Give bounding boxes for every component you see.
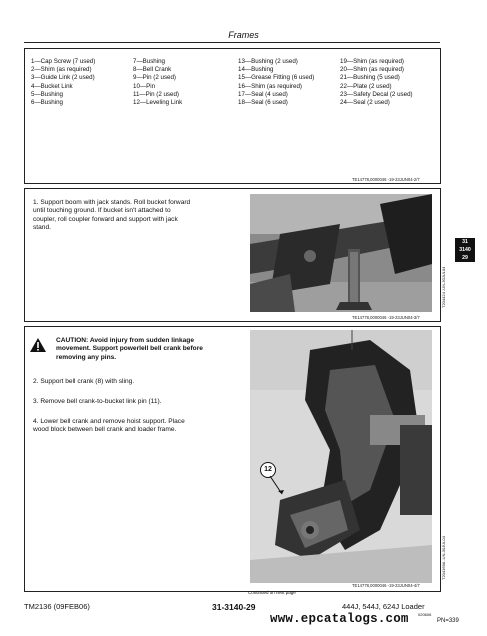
part-item: 24—Seal (2 used): [340, 99, 390, 107]
step-line: wood block between bell crank and loader frame.: [33, 426, 177, 434]
parts-box-bottom: [24, 183, 441, 184]
caution-line: movement. Support powerlell bell crank before: [56, 345, 203, 353]
step1-box-bottom: [24, 321, 441, 322]
part-item: 18—Seal (6 used): [238, 99, 288, 107]
part-item: 14—Bushing: [238, 66, 274, 74]
part-item: 21—Bushing (5 used): [340, 74, 400, 82]
part-item: 13—Bushing (2 used): [238, 58, 298, 65]
part-item: 2—Shim (as required): [31, 66, 92, 74]
parts-col-3: [238, 58, 314, 107]
footer-manual-id: TM2136 (09FEB06): [24, 602, 90, 611]
step1-line: coupler, roll coupler forward and support with jack: [33, 215, 178, 223]
step2-box-top: [24, 326, 441, 327]
step2-text: [33, 378, 134, 386]
callout-12: 12: [260, 462, 276, 478]
callout-leader: [268, 476, 288, 498]
jack-stand-photo: [250, 194, 432, 312]
footer-model: 444J, 544J, 624J Loader: [342, 602, 425, 611]
step-line: 4. Lower bell crank and remove hoist support. Place: [33, 418, 185, 425]
step-line: 2. Support bell crank (8) with sling.: [33, 378, 135, 385]
part-item: 17—Seal (4 used): [238, 90, 288, 98]
caution-line: removing any pins.: [56, 353, 117, 361]
continued-note: Continued on next page: [248, 590, 296, 595]
step1-box-left: [24, 188, 25, 322]
step2-image-ref: T204169A -UN-30JUL04: [441, 536, 446, 580]
step1-box-top: [24, 188, 441, 189]
parts-ref-code: TE14778,0000046 -19-23JUN04-2/7: [352, 177, 420, 182]
part-item: 20—Shim (as required): [340, 66, 404, 74]
step4-text: [33, 418, 185, 435]
part-item: 15—Grease Fitting (6 used): [238, 74, 315, 82]
step2-photo: [250, 330, 432, 583]
watermark: www.epcatalogs.com: [270, 612, 409, 626]
step1-ref-code: TE14778,0000046 -19-23JUN04-3/7: [352, 315, 420, 320]
step1-line: 1. Support boom with jack stands. Roll bucket forward: [33, 199, 191, 206]
part-item: 8—Bell Crank: [133, 66, 172, 74]
caution-text: [56, 337, 203, 362]
title-rule: [24, 42, 440, 43]
part-item: 11—Pin (2 used): [133, 90, 179, 98]
step-line: 3. Remove bell crank-to-bucket link pin (11).: [33, 398, 162, 405]
step1-photo: [250, 194, 432, 312]
tab-line: 3140: [459, 247, 471, 253]
parts-box-right: [440, 48, 441, 184]
section-title: Frames: [228, 30, 259, 40]
tab-line: 31: [462, 239, 468, 245]
bell-crank-photo: [250, 330, 432, 583]
part-item: 9—Pin (2 used): [133, 74, 176, 82]
step1-line: until touching ground. If bucket isn't attached to: [33, 207, 171, 215]
part-item: 7—Bushing: [133, 58, 165, 65]
caution-icon: [30, 338, 46, 352]
step1-line: stand.: [33, 224, 51, 232]
part-item: 6—Bushing: [31, 99, 63, 107]
step2-box-bottom: [24, 591, 441, 592]
section-tab: [455, 238, 475, 262]
parts-box-left: [24, 48, 25, 184]
parts-col-4: [340, 58, 413, 107]
part-item: 5—Bushing: [31, 90, 63, 98]
part-item: 4—Bucket Link: [31, 82, 73, 90]
part-item: 23—Safety Decal (2 used): [340, 90, 413, 98]
parts-col-2: [133, 58, 182, 107]
step3-text: [33, 398, 162, 406]
footer-page-number: 31-3140-29: [212, 602, 256, 612]
part-item: 19—Shim (as required): [340, 58, 404, 65]
step1-text: [33, 199, 190, 233]
tab-line: 29: [462, 255, 468, 261]
part-item: 3—Guide Link (2 used): [31, 74, 95, 82]
footer-small-code: 020606: [418, 612, 432, 617]
step1-image-ref: T204424 -UN-30JUL04: [441, 266, 446, 308]
caution-line: CAUTION: Avoid injury from sudden linkage: [56, 337, 194, 344]
part-item: 10—Pin: [133, 82, 156, 90]
part-item: 16—Shim (as required): [238, 82, 302, 90]
part-item: 22—Plate (2 used): [340, 82, 392, 90]
parts-box-top: [24, 48, 441, 49]
footer-page-code: PN=339: [437, 618, 459, 624]
part-item: 1—Cap Screw (7 used): [31, 58, 96, 65]
step2-box-left: [24, 326, 25, 592]
step2-ref-code: TE14778,0000046 -19-23JUN04-4/7: [352, 583, 420, 588]
part-item: 12—Leveling Link: [133, 99, 183, 107]
parts-col-1: [31, 58, 95, 107]
